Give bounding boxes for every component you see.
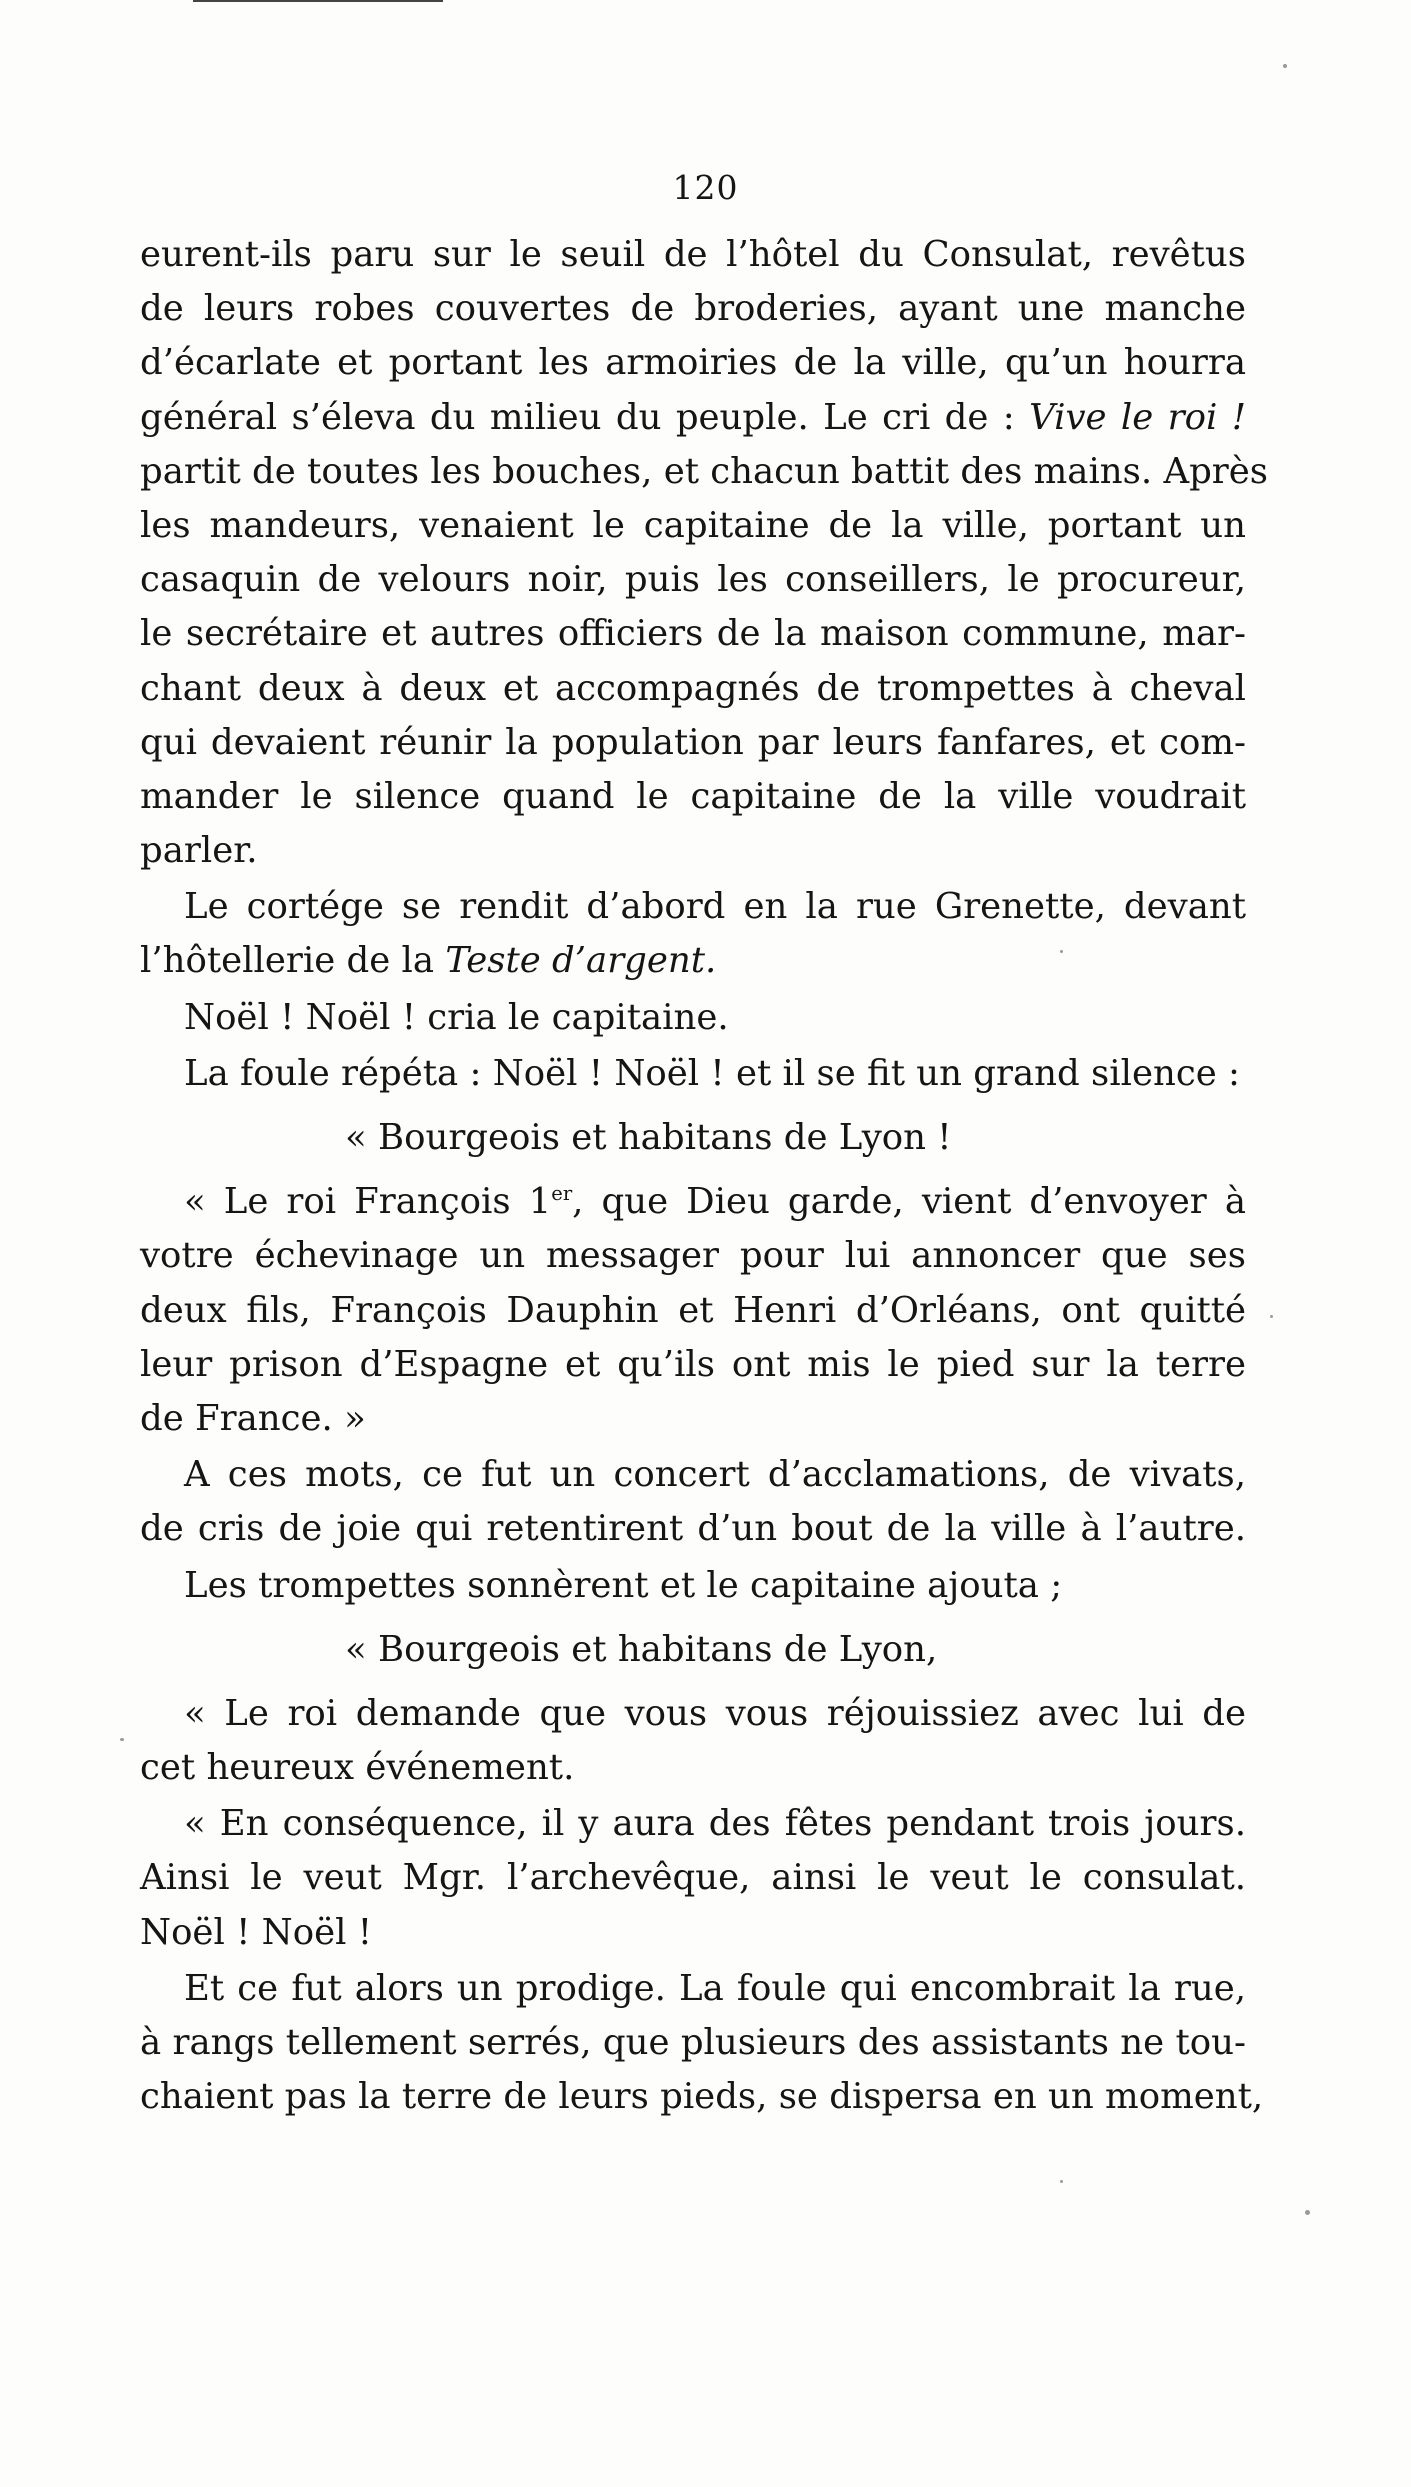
text-segment: « Le roi François 1 (184, 1181, 552, 1223)
text-segment: , que Dieu garde, vient d’envoyer à (572, 1181, 1246, 1223)
text-line: parler. (140, 830, 258, 872)
text-line: « Bourgeois et habitans de Lyon, (345, 1628, 938, 1670)
text-line: A ces mots, ce fut un concert d’acclamations, de vivats, (184, 1454, 1246, 1496)
text-line: de France. » (140, 1397, 366, 1439)
text-line: mander le silence quand le capitaine de la ville voudrait (140, 775, 1246, 817)
text-line (140, 934, 1246, 988)
text-line: les mandeurs, venaient le capitaine de la ville, portant un (140, 504, 1246, 546)
scan-speck (1060, 950, 1063, 953)
text-line: La foule répéta : Noël ! Noël ! et il se fit un grand silence : (184, 1052, 1240, 1094)
italic-text: Vive le roi ! (1029, 396, 1246, 438)
scan-speck (1270, 1315, 1273, 1318)
text-line: « Bourgeois et habitans de Lyon ! (345, 1117, 952, 1158)
italic-text: Teste d’argent. (445, 940, 717, 982)
text-line (140, 1175, 1246, 1229)
text-line: de leurs robes couvertes de broderies, ayant une manche (140, 288, 1246, 330)
text-line: Noël ! Noël ! (140, 1911, 372, 1953)
text-line: Et ce fut alors un prodige. La foule qui encombrait la rue, (184, 1967, 1246, 2009)
scan-speck (1305, 2210, 1310, 2215)
text-line: Le cortége se rendit d’abord en la rue Grenette, devant (184, 886, 1246, 928)
scan-speck (1283, 64, 1287, 68)
body-text (140, 228, 1269, 2124)
text-line: cet heureux événement. (140, 1747, 575, 1789)
top-rule-decoration (193, 0, 443, 2)
text-line: à rangs tellement serrés, que plusieurs des assistants ne tou- (140, 2022, 1246, 2063)
superscript: er (551, 1182, 573, 1206)
text-line: de cris de joie qui retentirent d’un bout de la ville à l’autre. (140, 1508, 1246, 1550)
text-line: « Le roi demande que vous vous réjouissiez avec lui de (184, 1692, 1246, 1734)
text-line: eurent-ils paru sur le seuil de l’hôtel du Consulat, revêtus (140, 234, 1246, 275)
text-line: « En conséquence, il y aura des fêtes pendant trois jours. (184, 1803, 1246, 1845)
scan-speck (120, 1738, 124, 1741)
text-line: leur prison d’Espagne et qu’ils ont mis le pied sur la terre (140, 1343, 1246, 1385)
text-line: Les trompettes sonnèrent et le capitaine ajouta ; (184, 1564, 1063, 1606)
text-line: d’écarlate et portant les armoiries de la ville, qu’un hourra (140, 342, 1246, 384)
text-line: deux fils, François Dauphin et Henri d’Orléans, ont quitté (140, 1289, 1246, 1331)
text-line: partit de toutes les bouches, et chacun battit des mains. Après (140, 450, 1269, 492)
text-segment: l’hôtellerie de la (140, 940, 446, 982)
text-line: votre échevinage un messager pour lui annoncer que ses (140, 1235, 1246, 1277)
scan-speck (1060, 2180, 1063, 2183)
text-line: chant deux à deux et accompagnés de trompettes à cheval (140, 667, 1246, 709)
text-line: le secrétaire et autres officiers de la maison commune, mar- (140, 613, 1246, 655)
text-line: Ainsi le veut Mgr. l’archevêque, ainsi le veut le consulat. (140, 1857, 1246, 1899)
text-line: casaquin de velours noir, puis les conseillers, le procureur, (140, 559, 1246, 601)
text-line: Noël ! Noël ! cria le capitaine. (184, 996, 729, 1038)
text-line: chaient pas la terre de leurs pieds, se dispersa en un moment, (140, 2076, 1264, 2118)
page-number: 120 (672, 168, 739, 207)
text-line (140, 391, 1246, 445)
text-segment: général s’éleva du milieu du peuple. Le cri de : (140, 396, 1030, 438)
text-line: qui devaient réunir la population par leurs fanfares, et com- (140, 721, 1246, 763)
